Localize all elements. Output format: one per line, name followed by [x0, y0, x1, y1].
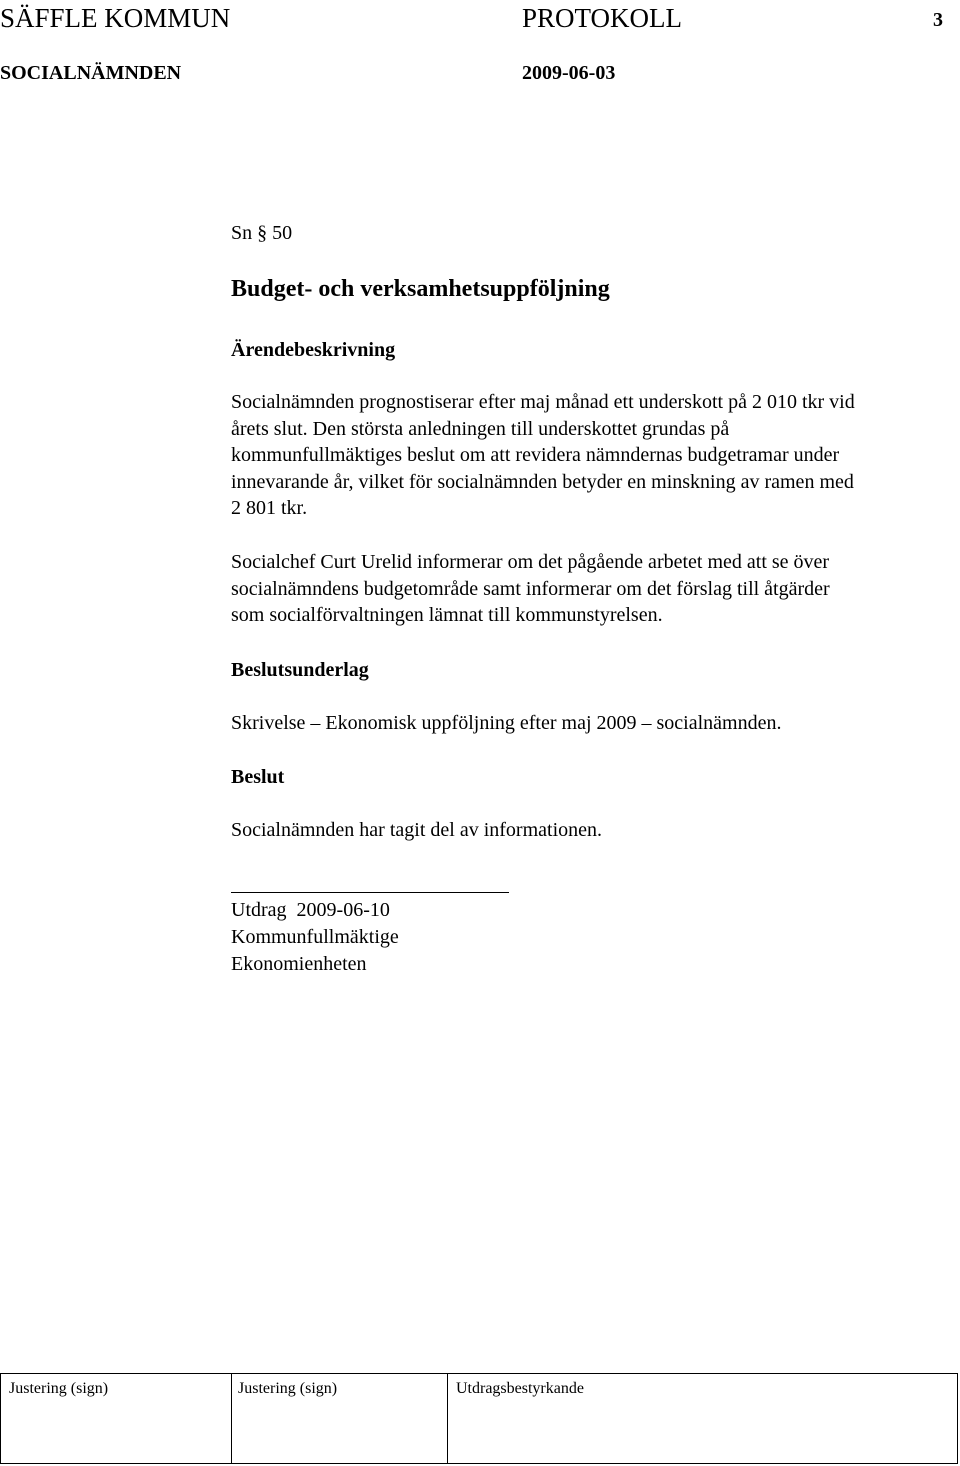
arende-paragraph-2 — [231, 549, 959, 629]
arende-line: Socialchef Curt Urelid informerar om det pågående arbetet med att se över — [231, 551, 830, 573]
signature-divider — [231, 1374, 232, 1463]
arende-line: 2 801 tkr. — [231, 497, 308, 519]
signature-label-utdragsbestyrkande: Utdragsbestyrkande — [456, 1380, 584, 1397]
arende-heading: Ärendebeskrivning — [231, 339, 396, 361]
recipient-item: Kommunfullmäktige — [231, 926, 399, 948]
signature-table — [0, 1373, 958, 1464]
utdrag-line: Utdrag 2009-06-10 — [231, 899, 390, 921]
arende-line: innevarande år, vilket för socialnämnden betyder en minskning av ramen med — [231, 470, 854, 493]
committee-name: SOCIALNÄMNDEN — [0, 62, 182, 84]
arende-line: socialnämndens budgetområde samt informerar om det förslag till åtgärder — [231, 577, 830, 600]
signature-label-justering-2: Justering (sign) — [238, 1380, 338, 1397]
arende-line: som socialförvaltningen lämnat till kommunstyrelsen. — [231, 604, 663, 626]
page-title: Budget- och verksamhetsuppföljning — [231, 276, 610, 302]
organization-name: SÄFFLE KOMMUN — [0, 3, 231, 33]
signature-line — [231, 892, 509, 893]
recipient-item: Ekonomienheten — [231, 953, 367, 975]
page-number: 3 — [933, 9, 943, 31]
arende-line: Socialnämnden prognostiserar efter maj månad ett underskott på 2 010 tkr vid — [231, 391, 855, 413]
beslut-heading: Beslut — [231, 766, 285, 788]
meeting-date: 2009-06-03 — [522, 62, 616, 84]
arende-line: årets slut. Den största anledningen till underskottet grundas på — [231, 417, 730, 440]
beslutsunderlag-text: Skrivelse – Ekonomisk uppföljning efter maj 2009 – socialnämnden. — [231, 712, 782, 734]
paragraph-reference: Sn § 50 — [231, 222, 293, 244]
beslut-text: Socialnämnden har tagit del av informationen. — [231, 819, 602, 841]
signature-divider — [447, 1374, 448, 1463]
signature-label-justering-1: Justering (sign) — [9, 1380, 109, 1397]
arende-paragraph-1 — [231, 389, 959, 522]
beslutsunderlag-heading: Beslutsunderlag — [231, 659, 369, 681]
arende-line: kommunfullmäktiges beslut om att revidera nämndernas budgetramar under — [231, 444, 840, 466]
document-type: PROTOKOLL — [522, 3, 683, 33]
